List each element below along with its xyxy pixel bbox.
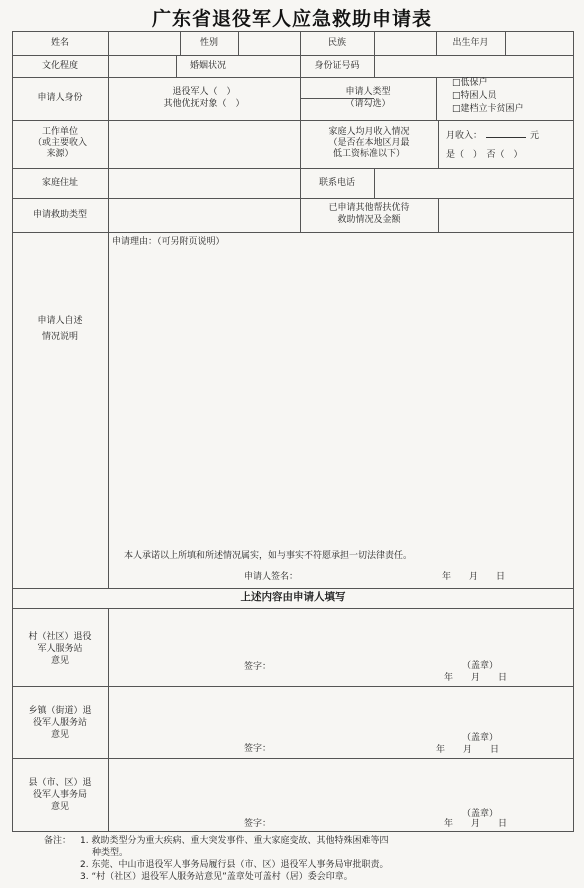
work-unit-label-2: （或主要收入 — [32, 138, 87, 148]
address-label: 家庭住址 — [41, 178, 78, 188]
village-date: 年 月 日 — [444, 673, 508, 683]
other-aid-field[interactable] — [439, 199, 573, 231]
type-option-dibao[interactable]: □低保户 — [452, 78, 488, 88]
applicant-signature[interactable]: 申请人签名： — [244, 572, 299, 582]
note-item-1-cont: 种类型。 — [92, 848, 129, 858]
form-title: 广东省退役军人应急救助申请表 — [151, 8, 432, 30]
town-opinion-label-3: 意见 — [50, 730, 69, 740]
county-opinion-field[interactable] — [109, 759, 573, 803]
phone-field[interactable] — [375, 169, 573, 197]
monthly-income-label: 月收入： — [446, 131, 483, 141]
applicant-type-label: 申请人类型 — [345, 87, 391, 97]
county-date: 年 月 日 — [444, 819, 508, 829]
village-opinion-label-1: 村（社区）退役 — [28, 632, 92, 642]
identity-veteran-option[interactable]: 退役军人（ ） — [172, 87, 236, 97]
note-item-2: 2. 东莞、中山市退役军人事务局履行县（市、区）退役军人事务局审批职责。 — [80, 860, 389, 870]
identity-other-option[interactable]: 其他优抚对象（ ） — [163, 99, 245, 109]
gender-field[interactable] — [239, 32, 299, 54]
county-seal: （盖章） — [462, 809, 499, 819]
aid-type-label: 申请救助类型 — [32, 210, 87, 220]
phone-label: 联系电话 — [318, 178, 355, 188]
village-opinion-label-3: 意见 — [50, 656, 69, 666]
work-unit-field[interactable] — [109, 121, 299, 167]
statement-date: 年 月 日 — [442, 572, 506, 582]
applicant-type-hint: （请勾选） — [345, 99, 391, 109]
other-aid-label-1: 已申请其他帮扶优待 — [328, 203, 410, 213]
pledge-text: 本人承诺以上所填和所述情况属实，如与事实不符愿承担一切法律责任。 — [124, 551, 413, 561]
ethnicity-field[interactable] — [375, 32, 435, 54]
town-date: 年 月 日 — [436, 745, 500, 755]
id-number-label: 身份证号码 — [314, 61, 360, 71]
address-field[interactable] — [109, 169, 299, 197]
reason-label: 申请理由：（可另附页说明） — [112, 237, 225, 247]
village-seal: （盖章） — [462, 661, 499, 671]
town-opinion-field[interactable] — [109, 687, 573, 731]
town-sign[interactable]: 签字： — [244, 744, 272, 754]
birth-field[interactable] — [506, 32, 573, 54]
marital-field[interactable] — [241, 56, 299, 76]
id-number-field[interactable] — [375, 56, 573, 76]
marital-label: 婚姻状况 — [189, 61, 226, 71]
applicant-fill-heading: 上述内容由申请人填写 — [240, 591, 346, 603]
income-label-1: 家庭人均月收入情况 — [328, 127, 410, 137]
town-seal: （盖章） — [462, 733, 499, 743]
statement-textarea[interactable] — [109, 250, 573, 546]
monthly-income-field[interactable] — [446, 128, 539, 142]
statement-label-1: 申请人自述 — [37, 316, 83, 326]
education-label: 文化程度 — [41, 61, 78, 71]
town-opinion-label-1: 乡镇（街道）退 — [28, 706, 92, 716]
county-opinion-label-1: 县（市、区）退 — [28, 778, 92, 788]
note-item-3: 3. “村（社区）退役军人服务站意见”盖章处可盖村（居）委会印章。 — [80, 872, 353, 882]
county-sign[interactable]: 签字： — [244, 819, 272, 829]
other-aid-label-2: 救助情况及金额 — [337, 215, 401, 225]
work-unit-label-1: 工作单位 — [41, 127, 78, 137]
type-option-poverty[interactable]: □建档立卡贫困户 — [452, 104, 524, 114]
gender-label: 性别 — [199, 38, 218, 48]
aid-type-field[interactable] — [109, 199, 299, 231]
ethnicity-label: 民族 — [327, 38, 346, 48]
name-field[interactable] — [109, 32, 179, 54]
income-label-2: （是否在本地区月最 — [328, 138, 410, 148]
notes-prefix: 备注： — [44, 836, 72, 846]
income-label-3: 低工资标准以下） — [332, 149, 405, 159]
type-option-tekun[interactable]: □特困人员 — [452, 91, 497, 101]
county-opinion-label-2: 役军人事务局 — [32, 790, 87, 800]
village-opinion-field[interactable] — [109, 609, 573, 659]
statement-label-2: 情况说明 — [41, 332, 78, 342]
county-opinion-label-3: 意见 — [50, 802, 69, 812]
identity-label: 申请人身份 — [37, 93, 83, 103]
village-sign[interactable]: 签字： — [244, 662, 272, 672]
note-item-1: 1. 救助类型分为重大疾病、重大突发事件、重大家庭变故、其他特殊困难等四 — [80, 836, 389, 846]
name-label: 姓名 — [50, 38, 69, 48]
town-opinion-label-2: 役军人服务站 — [32, 718, 87, 728]
education-field[interactable] — [109, 56, 175, 76]
yuan-unit: 元 — [530, 131, 540, 141]
birth-label: 出生年月 — [452, 38, 489, 48]
below-minimum-choice[interactable]: 是（ ） 否（ ） — [446, 150, 523, 160]
village-opinion-label-2: 军人服务站 — [37, 644, 83, 654]
work-unit-label-3: 来源） — [46, 149, 74, 159]
